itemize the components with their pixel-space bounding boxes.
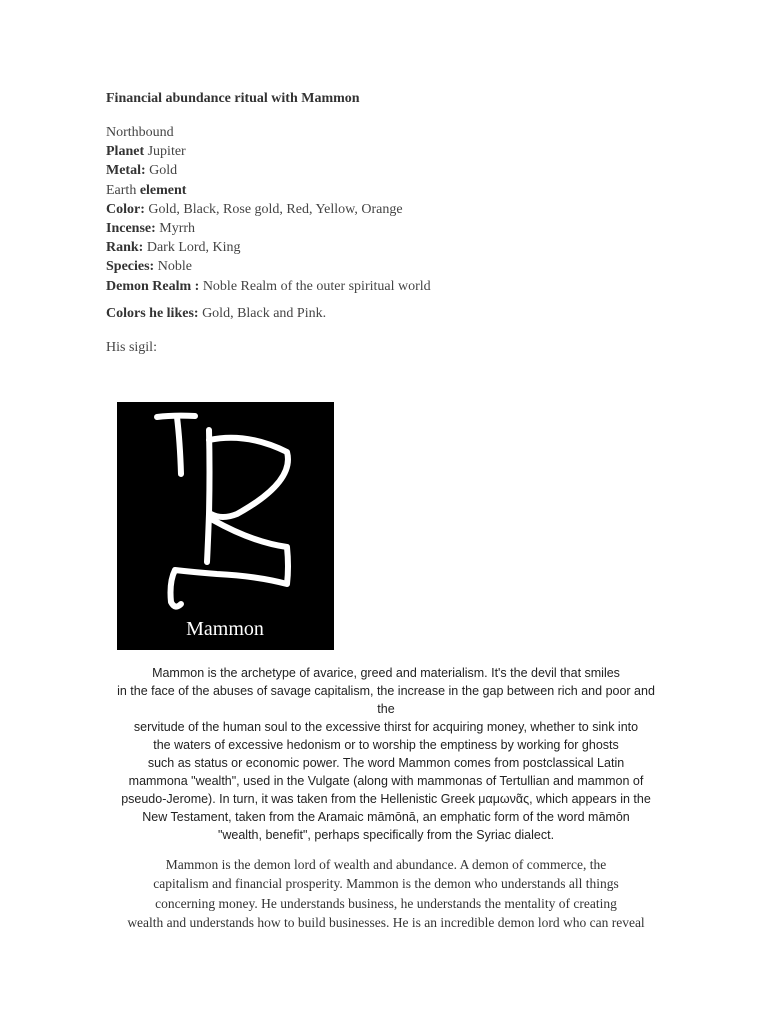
paragraph-line: Mammon is the demon lord of wealth and abundance. A demon of commerce, the (165, 857, 607, 872)
attribute-label: Incense: (106, 221, 156, 237)
paragraph-demon-lord (110, 855, 662, 932)
colors-likes (106, 306, 326, 322)
attribute-label: Species: (106, 259, 155, 275)
attribute-value: Myrrh (155, 221, 196, 237)
attribute-value: Earth (106, 182, 140, 198)
paragraph-line: pseudo-Jerome). In turn, it was taken from the Hellenistic Greek μαμωνᾶς, which appears in the (121, 792, 651, 806)
attribute-label: element (139, 182, 187, 198)
attribute-row-demon-realm (106, 277, 431, 296)
sigil-caption: Mammon (186, 618, 264, 640)
mammon-sigil-icon (117, 402, 334, 650)
attribute-label: Rank: (106, 240, 144, 256)
document-title: Financial abundance ritual with Mammon (106, 91, 360, 106)
paragraph-archetype (110, 664, 662, 844)
paragraph-line: New Testament, taken from the Aramaic māmōnā, an emphatic form of the word māmōn (142, 810, 630, 824)
paragraph-line: concerning money. He understands business, he understands the mentality of creating (155, 895, 617, 911)
sigil-heading: His sigil: (106, 340, 157, 355)
attribute-row-planet (106, 142, 431, 161)
colors-likes-label: Colors he likes: (106, 306, 199, 321)
attribute-row-incense (106, 219, 431, 238)
attribute-row-element (106, 181, 431, 200)
attribute-value: Northbound (106, 125, 174, 140)
attribute-value: Noble (154, 259, 192, 275)
attribute-row-direction (106, 123, 431, 142)
attribute-label: Metal: (106, 163, 146, 179)
attribute-value: Noble Realm of the outer spiritual world (199, 278, 431, 294)
paragraph-line: in the face of the abuses of savage capitalism, the increase in the gap between rich and poor and (117, 684, 655, 698)
attribute-row-species (106, 257, 431, 276)
paragraph-line: such as status or economic power. The word Mammon comes from postclassical Latin (147, 756, 625, 770)
paragraph-line: "wealth, benefit", perhaps specifically from the Syriac dialect. (217, 828, 555, 842)
colors-likes-value: Gold, Black and Pink. (198, 306, 327, 321)
attribute-value: Gold (145, 163, 178, 179)
attribute-value: Jupiter (144, 144, 186, 160)
attribute-value: Dark Lord, King (143, 240, 241, 256)
attribute-label: Demon Realm : (106, 278, 200, 294)
attribute-value: Gold, Black, Rose gold, Red, Yellow, Orange (144, 201, 403, 217)
attribute-row-metal (106, 161, 431, 180)
attribute-label: Planet (106, 144, 145, 160)
paragraph-line: wealth and understands how to build businesses. He is an incredible demon lord who can reveal (127, 914, 645, 930)
attribute-label: Color: (106, 201, 145, 217)
paragraph-line: the (377, 702, 395, 716)
sigil-image (117, 402, 334, 650)
paragraph-line: the waters of excessive hedonism or to worship the emptiness by working for ghosts (153, 738, 619, 752)
attribute-row-rank (106, 238, 431, 257)
paragraph-line: servitude of the human soul to the excessive thirst for acquiring money, whether to sink into (133, 720, 639, 734)
paragraph-line: capitalism and financial prosperity. Mammon is the demon who understands all things (153, 876, 619, 892)
attribute-row-color (106, 200, 431, 219)
attribute-list (106, 123, 431, 296)
paragraph-line: Mammon is the archetype of avarice, greed and materialism. It's the devil that smiles (152, 666, 620, 680)
paragraph-line: mammona "wealth", used in the Vulgate (along with mammonas of Tertullian and mammon of (128, 774, 644, 788)
